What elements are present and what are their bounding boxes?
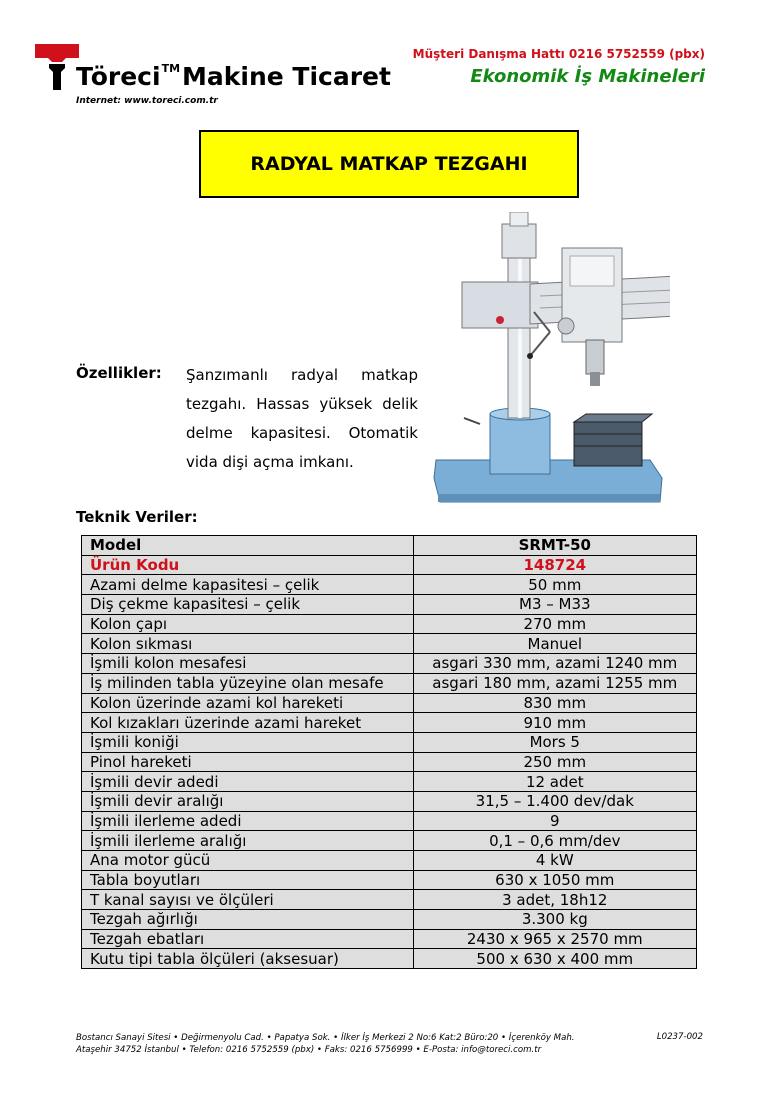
- trademark: TM: [161, 62, 181, 75]
- spec-value: 830 mm: [413, 693, 696, 713]
- spec-name: İş milinden tabla yüzeyine olan mesafe: [82, 673, 414, 693]
- page-title: RADYAL MATKAP TEZGAHI: [199, 130, 579, 198]
- spec-code-row: [82, 555, 697, 575]
- spec-value: 9: [413, 811, 696, 831]
- features-label: Özellikler:: [76, 364, 162, 382]
- spec-name: İşmili devir aralığı: [82, 791, 414, 811]
- spec-name: Ana motor gücü: [82, 851, 414, 871]
- footer-line-2: Ataşehir 34752 İstanbul • Telefon: 0216 5752559 (pbx) • Faks: 0216 5756999 • E-Posta: info@toreci.com.tr: [76, 1045, 542, 1055]
- features-text: Şanzımanlı radyal matkap tezgahı. Hassas yüksek delik delme kapasitesi. Otomatik vida dişi açma imkanı.: [186, 366, 418, 471]
- spec-name: İşmili kolon mesafesi: [82, 654, 414, 674]
- table-row: [82, 831, 697, 851]
- brand-suffix: Makine Ticaret: [182, 62, 391, 91]
- table-row: [82, 634, 697, 654]
- internet-address: Internet: www.toreci.com.tr: [76, 96, 218, 106]
- spec-value: asgari 330 mm, azami 1240 mm: [413, 654, 696, 674]
- table-row: [82, 910, 697, 930]
- spec-name: Tezgah ağırlığı: [82, 910, 414, 930]
- spec-value: M3 – M33: [413, 595, 696, 615]
- spec-name: Model: [82, 536, 414, 556]
- table-row: [82, 752, 697, 772]
- table-row: [82, 772, 697, 792]
- spec-name: T kanal sayısı ve ölçüleri: [82, 890, 414, 910]
- table-row: [82, 949, 697, 969]
- spec-value: 270 mm: [413, 614, 696, 634]
- table-row: [82, 673, 697, 693]
- table-row: [82, 614, 697, 634]
- hotline: Müşteri Danışma Hattı 0216 5752559 (pbx): [412, 47, 705, 61]
- table-row: [82, 929, 697, 949]
- spec-value: Mors 5: [413, 732, 696, 752]
- table-row: [82, 791, 697, 811]
- table-row: [82, 811, 697, 831]
- spec-name: İşmili ilerleme adedi: [82, 811, 414, 831]
- spec-name: Kolon çapı: [82, 614, 414, 634]
- table-row: [82, 851, 697, 871]
- table-row: [82, 654, 697, 674]
- spec-name: Pinol hareketi: [82, 752, 414, 772]
- spec-name: Tabla boyutları: [82, 870, 414, 890]
- document-code: L0237-002: [656, 1032, 703, 1042]
- spec-name: Diş çekme kapasitesi – çelik: [82, 595, 414, 615]
- spec-value: Manuel: [413, 634, 696, 654]
- spec-value: 250 mm: [413, 752, 696, 772]
- table-row: [82, 870, 697, 890]
- spec-name: Kolon üzerinde azami kol hareketi: [82, 693, 414, 713]
- spec-value: 3 adet, 18h12: [413, 890, 696, 910]
- spec-name: Tezgah ebatları: [82, 929, 414, 949]
- table-row: [82, 693, 697, 713]
- brand-name: [76, 62, 391, 91]
- spec-value: 2430 x 965 x 2570 mm: [413, 929, 696, 949]
- spec-name: Azami delme kapasitesi – çelik: [82, 575, 414, 595]
- spec-value: 0,1 – 0,6 mm/dev: [413, 831, 696, 851]
- spec-value: asgari 180 mm, azami 1255 mm: [413, 673, 696, 693]
- spec-table: [81, 535, 697, 969]
- spec-name: İşmili koniği: [82, 732, 414, 752]
- spec-name: Kutu tipi tabla ölçüleri (aksesuar): [82, 949, 414, 969]
- specs-label: Teknik Veriler:: [76, 508, 198, 526]
- t-logo-icon: [35, 44, 79, 90]
- spec-value: 3.300 kg: [413, 910, 696, 930]
- slogan: Ekonomik İş Makineleri: [470, 66, 705, 87]
- spec-value: 12 adet: [413, 772, 696, 792]
- spec-value: 50 mm: [413, 575, 696, 595]
- spec-header-row: [82, 536, 697, 556]
- table-row: [82, 575, 697, 595]
- table-row: [82, 595, 697, 615]
- spec-name: Ürün Kodu: [82, 555, 414, 575]
- table-row: [82, 713, 697, 733]
- spec-value: 31,5 – 1.400 dev/dak: [413, 791, 696, 811]
- footer-line-1: Bostancı Sanayi Sitesi • Değirmenyolu Cad. • Papatya Sok. • İlker İş Merkezi 2 No:6 Kat:2 Büro:20 • İçerenköy Mah.: [76, 1033, 575, 1043]
- spec-name: Kol kızakları üzerinde azami hareket: [82, 713, 414, 733]
- table-row: [82, 890, 697, 910]
- spec-value: 630 x 1050 mm: [413, 870, 696, 890]
- spec-name: İşmili ilerleme aralığı: [82, 831, 414, 851]
- footer-address: [76, 1032, 575, 1056]
- spec-value: 500 x 630 x 400 mm: [413, 949, 696, 969]
- spec-name: Kolon sıkması: [82, 634, 414, 654]
- spec-value: 148724: [413, 555, 696, 575]
- spec-value: 4 kW: [413, 851, 696, 871]
- spec-value: SRMT-50: [413, 536, 696, 556]
- spec-value: 910 mm: [413, 713, 696, 733]
- radial-drill-machine-icon: [430, 212, 670, 524]
- spec-name: İşmili devir adedi: [82, 772, 414, 792]
- brand-word: Töreci: [76, 62, 161, 91]
- table-row: [82, 732, 697, 752]
